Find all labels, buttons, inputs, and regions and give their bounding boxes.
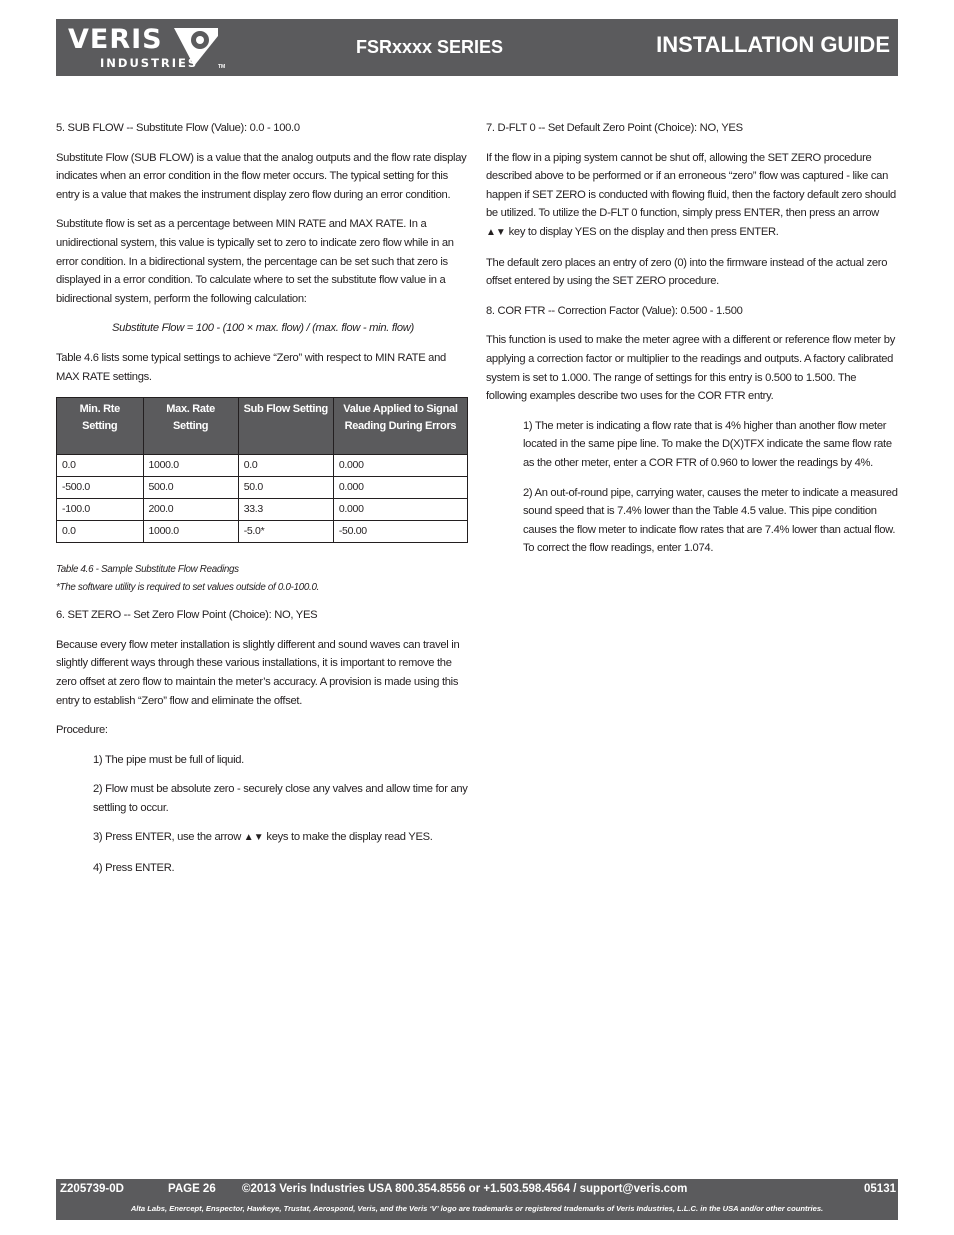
document-number: Z205739-0D [60,1183,124,1195]
step-3-text-end: keys to make the display read YES. [263,831,433,844]
table-cell: -100.0 [57,499,144,521]
table-cell: 1000.0 [143,521,238,543]
logo-subtitle: INDUSTRIES [100,56,199,70]
table-cell: -5.0* [238,521,333,543]
table-row [57,499,468,521]
table-cell: 1000.0 [143,455,238,477]
table-row [57,521,468,543]
guide-title: INSTALLATION GUIDE [656,32,890,57]
copyright-contact: ©2013 Veris Industries USA 800.354.8556 or +1.503.598.4564 / support@veris.com [242,1183,688,1195]
table-caption [56,561,470,597]
procedure-step-3 [56,828,470,848]
section-5-paragraph-2: Substitute flow is set as a percentage between MIN RATE and MAX RATE. In a unidirectional system, this value is typically set to zero to indicate zero flow while in an error condition. In a bidirectional system, the percentage can be set such that zero is displayed in a error condition. To calculate where to set the substitute flow value in a bidirectional system, perform the following calculation: [56,218,454,305]
veris-logo [68,25,238,73]
section-7-text-start: If the flow in a piping system cannot be shut off, allowing the SET ZERO procedure described above to be performed or if an erroneous “zero” flow was captured - like can happen if SET ZERO is conducted with flowing fluid, then the factory default zero should be utilized. To utilize the D-FLT 0 function, simply press ENTER, then press an arrow [486,151,896,220]
example-2: 2) An out-of-round pipe, carrying water, causes the meter to indicate a measured sound speed that is 7.4% lower than the Table 4.5 value. This pipe condition causes the flow meter to indicate flow rates that are 7.4% lower than actual flow. To correct the flow readings, enter 1.074. [523,486,898,555]
table-cell: 0.000 [333,499,467,521]
step-3-text-start: 3) Press ENTER, use the arrow [93,831,244,844]
table-cell: 200.0 [143,499,238,521]
table-header-cell: Sub Flow Setting [238,398,333,455]
section-8-paragraph-1: This function is used to make the meter agree with a different or reference flow meter by applying a correction factor or multiplier to the readings and outputs. A factory calibrated system is set to 1.000. The range of settings for this entry is 0.500 to 1.500. The following examples describe two uses for the COR FTR entry. [486,334,895,403]
table-cell: 33.3 [238,499,333,521]
revision-code: 05131 [864,1183,896,1195]
table-header-cell: Value Applied to Signal Reading During Errors [333,398,467,455]
procedure-label: Procedure: [56,724,108,737]
page-footer [56,1179,898,1220]
trademark-notice: Alta Labs, Enercept, Enspector, Hawkeye, Trustat, Aerospond, Veris, and the Veris ‘V’ logo are trademarks or registered trademarks of Veris Industries, L.L.C. in the USA and/or other countries. [130,1204,824,1213]
procedure-step-2: 2) Flow must be absolute zero - securely close any valves and allow time for any settling to occur. [93,783,468,814]
series-title: FSRxxxx SERIES [356,37,504,57]
left-column [56,119,470,889]
section-8-title: 8. COR FTR -- Correction Factor (Value): 0.500 - 1.500 [486,304,743,317]
table-cell: 500.0 [143,477,238,499]
table-header-row [57,398,468,455]
table-cell: -50.00 [333,521,467,543]
table-cell: 50.0 [238,477,333,499]
section-7-title: 7. D-FLT 0 -- Set Default Zero Point (Choice): NO, YES [486,122,743,134]
table-footnote: *The software utility is required to set values outside of 0.0-100.0. [56,582,320,594]
table-cell: 0.0 [57,455,144,477]
procedure-step-4: 4) Press ENTER. [93,862,175,875]
example-1: 1) The meter is indicating a flow rate that is 4% higher than another flow meter located in the same pipe line. To make the D(X)TFX indicate the same flow rate as the other meter, enter a COR FTR of 0.960 to lower the readings by 4%. [523,419,892,469]
section-5-paragraph-3: Table 4.6 lists some typical settings to achieve “Zero” with respect to MIN RATE and MAX RATE settings. [56,351,446,383]
section-7-paragraph-2: The default zero places an entry of zero (0) into the firmware instead of the actual zero offset entered by using the SET ZERO procedure. [486,256,888,288]
section-5-title: 5. SUB FLOW -- Substitute Flow (Value): 0.0 - 100.0 [56,122,300,134]
table-cell: 0.0 [238,455,333,477]
table-cell: 0.000 [333,477,467,499]
section-6-paragraph-1: Because every flow meter installation is slightly different and sound waves can travel in slightly different ways through these various installations, it is important to remove the zero offset at zero flow to maintain the meter’s accuracy. A provision is made using this entry to establish “Zero” flow and eliminate the offset. [56,638,460,707]
table-header-cell: Max. Rate Setting [143,398,238,455]
right-column [486,119,898,569]
section-7-paragraph-1 [486,149,898,243]
table-row [57,477,468,499]
table-cell: -500.0 [57,477,144,499]
section-6-title: 6. SET ZERO -- Set Zero Flow Point (Choice): NO, YES [56,609,318,622]
table-header-cell: Min. Rte Setting [57,398,144,455]
section-7-text-end: key to display YES on the display and then press ENTER. [505,225,779,238]
page-number: PAGE 26 [168,1183,216,1195]
table-caption-title: Table 4.6 - Sample Substitute Flow Readings [56,564,239,576]
up-down-arrows-icon: ▲▼ [243,832,264,844]
procedure-step-1: 1) The pipe must be full of liquid. [93,753,244,766]
up-down-arrows-icon: ▲▼ [486,226,506,238]
substitute-flow-formula: Substitute Flow = 100 - (100 × max. flow) / (max. flow - min. flow) [112,322,414,335]
logo-wordmark: VERIS [68,24,163,55]
substitute-flow-table [56,397,468,543]
page-header [56,19,898,76]
table-row [57,455,468,477]
table-cell: 0.000 [333,455,467,477]
section-5-paragraph-1: Substitute Flow (SUB FLOW) is a value that the analog outputs and the flow rate display indicates when an error condition in the flow meter occurs. The typical setting for this entry is a value that makes the instrument display zero flow during an error condition. [56,151,467,201]
table-cell: 0.0 [57,521,144,543]
logo-trademark: TM [218,64,226,70]
